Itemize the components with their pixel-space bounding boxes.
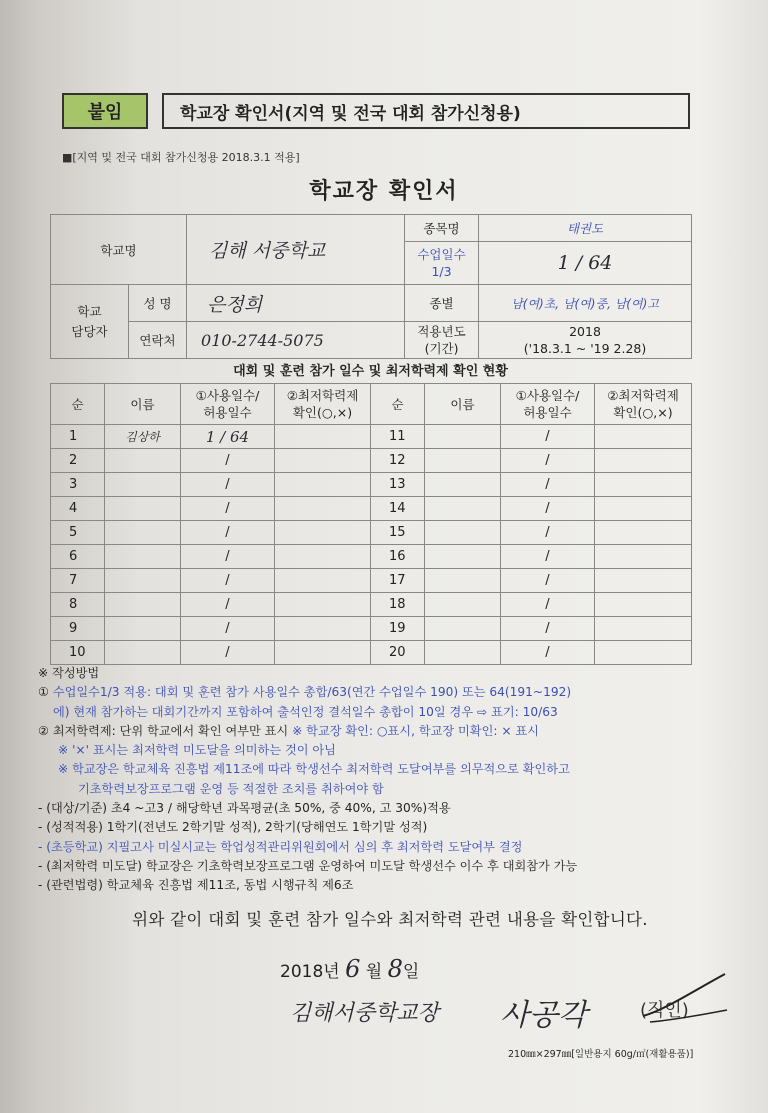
header-no-right: 순: [371, 384, 425, 425]
contact-value: 010-2744-5075: [187, 322, 405, 359]
class-days-value: 1 / 64: [479, 242, 692, 285]
row-name: [105, 641, 181, 665]
writing-instructions: [38, 664, 738, 896]
row-name-right: [425, 449, 501, 473]
row-name: [105, 473, 181, 497]
note-2-line-1: [38, 722, 738, 741]
row-min-right: [595, 449, 692, 473]
row-name-right: [425, 617, 501, 641]
row-no: 7: [51, 569, 105, 593]
row-name-right: [425, 545, 501, 569]
row-no: 8: [51, 593, 105, 617]
row-name-right: [425, 521, 501, 545]
note-2-line-3: ※ 학교장은 학교체육 진흥법 제11조에 따라 학생선수 최저학력 도달여부를 의무적으로 확인하고: [58, 762, 570, 777]
row-days-right: /: [501, 569, 595, 593]
header-min-line1: ②최저학력제: [286, 388, 359, 403]
signature-school: 김해서중학교장: [290, 1001, 439, 1026]
row-no-right: 13: [371, 473, 425, 497]
row-name: [105, 569, 181, 593]
signature-block: [290, 990, 730, 1034]
teacher-label: [51, 285, 129, 359]
row-min-right: [595, 593, 692, 617]
year-label-line2: (기간): [424, 341, 459, 356]
date-month: 6: [345, 955, 361, 983]
row-days: /: [181, 449, 275, 473]
row-days-right: /: [501, 521, 595, 545]
date-year: 2018년: [280, 962, 340, 982]
header-days-line1: ①사용일수/: [195, 388, 260, 403]
header-name: 이름: [105, 384, 181, 425]
row-days-right: /: [501, 617, 595, 641]
note-2-line-2: ※ '×' 표시는 최저학력 미도달을 의미하는 것이 아님: [58, 743, 336, 758]
class-days-label-line2: 1/3: [431, 264, 452, 279]
row-days: 1 / 64: [181, 425, 275, 449]
row-no: 1: [51, 425, 105, 449]
row-min-right: [595, 425, 692, 449]
row-no-right: 16: [371, 545, 425, 569]
row-min: [275, 473, 371, 497]
row-days: /: [181, 593, 275, 617]
attachment-tag: 붙임: [62, 93, 148, 129]
table-row: [51, 425, 692, 449]
category-value: 남(여)초, 남(여)중, 남(여)고: [479, 285, 692, 322]
row-no: 6: [51, 545, 105, 569]
row-min: [275, 593, 371, 617]
row-no-right: 11: [371, 425, 425, 449]
row-no: 10: [51, 641, 105, 665]
row-min: [275, 521, 371, 545]
table-row: [51, 545, 692, 569]
row-no-right: 12: [371, 449, 425, 473]
header-min-right-line1: ②최저학력제: [607, 388, 679, 403]
row-days-right: /: [501, 545, 595, 569]
table-row: [51, 497, 692, 521]
year-value: [479, 322, 692, 359]
table-row: [51, 617, 692, 641]
row-name: [105, 521, 181, 545]
detail-4: - (최저학력 미도달) 학교장은 기초학력보장프로그램 운영하여 미도달 학생선수 이수 후 대회참가 가능: [38, 858, 578, 873]
document-header: [62, 93, 690, 133]
note-2-mark: ②: [38, 723, 49, 738]
row-days: /: [181, 617, 275, 641]
detail-1: - (대상/기준) 초4 ~고3 / 해당학년 과목평균(초 50%, 중 40%, 고 30%)적용: [38, 801, 451, 816]
row-no-right: 19: [371, 617, 425, 641]
date-month-unit: 월: [365, 962, 383, 982]
row-name: [105, 593, 181, 617]
signature-scribble: [635, 970, 735, 1030]
header-min: [275, 384, 371, 425]
note-1-text: 수업일수1/3 적용: 대회 및 훈련 참가 사용일수 총합/63(연간 수업일수 190) 또는 64(191~192): [52, 685, 572, 700]
table-row: [51, 449, 692, 473]
row-min: [275, 425, 371, 449]
school-label: 학교명: [51, 215, 187, 285]
year-value-line1: 2018: [569, 324, 601, 339]
grid-header-row: [51, 384, 692, 425]
row-name-right: [425, 641, 501, 665]
row-min-right: [595, 569, 692, 593]
header-no: 순: [51, 384, 105, 425]
row-no-right: 15: [371, 521, 425, 545]
row-min: [275, 617, 371, 641]
header-name-right: 이름: [425, 384, 501, 425]
row-days: /: [181, 641, 275, 665]
row-name: [105, 449, 181, 473]
row-days-right: /: [501, 497, 595, 521]
header-min-right-line2: 확인(○,×): [613, 405, 673, 420]
detail-5: - (관련법령) 학교체육 진흥법 제11조, 동법 시행규칙 제6조: [38, 878, 354, 893]
table-row: [51, 473, 692, 497]
class-days-label-line1: 수업일수: [417, 247, 466, 262]
header-days: [181, 384, 275, 425]
row-name: [105, 545, 181, 569]
row-name-right: [425, 569, 501, 593]
grid-caption: 대회 및 훈련 참가 일수 및 최저학력제 확인 현황: [233, 364, 508, 379]
header-days-right: [501, 384, 595, 425]
row-days: /: [181, 473, 275, 497]
header-days-line2: 허용일수: [203, 405, 252, 420]
row-min: [275, 545, 371, 569]
date-day-unit: 일: [402, 962, 420, 982]
standard-note: ■[지역 및 전국 대회 참가신청용 2018.3.1 적용]: [62, 151, 300, 164]
row-min-right: [595, 521, 692, 545]
row-name: [105, 497, 181, 521]
row-min-right: [595, 497, 692, 521]
signing-date: [280, 955, 419, 983]
sport-label: 종목명: [405, 215, 479, 242]
row-min-right: [595, 617, 692, 641]
row-no-right: 14: [371, 497, 425, 521]
info-table: [50, 214, 692, 359]
contact-label: 연락처: [129, 322, 187, 359]
sport-value: 태권도: [479, 215, 692, 242]
document-title: 학교장 확인서: [309, 179, 459, 204]
row-no-right: 17: [371, 569, 425, 593]
header-min-right: [595, 384, 692, 425]
date-day: 8: [387, 955, 403, 983]
row-min-right: [595, 545, 692, 569]
row-days: /: [181, 497, 275, 521]
row-no: 9: [51, 617, 105, 641]
method-title: ※ 작성방법: [38, 666, 100, 680]
signature-name: 사공각: [500, 998, 587, 1033]
detail-3: - (초등학교) 지필고사 미실시교는 학업성적관리위원회에서 심의 후 최저학력 도달여부 결정: [38, 839, 523, 854]
row-min: [275, 641, 371, 665]
header-min-line2: 확인(○,×): [292, 405, 353, 420]
row-days: /: [181, 521, 275, 545]
row-no: 5: [51, 521, 105, 545]
paper-spec-note: 210㎜×297㎜[일반용지 60g/㎡(재활용품)]: [508, 1049, 694, 1060]
row-name-right: [425, 425, 501, 449]
row-days-right: /: [501, 641, 595, 665]
row-days-right: /: [501, 473, 595, 497]
row-no-right: 20: [371, 641, 425, 665]
row-name-right: [425, 593, 501, 617]
category-label: 종별: [405, 285, 479, 322]
table-row: [51, 593, 692, 617]
year-value-line2: ('18.3.1 ~ '19 2.28): [523, 341, 647, 356]
row-no: 4: [51, 497, 105, 521]
confirmation-statement: 위와 같이 대회 및 훈련 참가 일수와 최저학력 관련 내용을 확인합니다.: [132, 910, 648, 929]
row-min: [275, 569, 371, 593]
row-name: [105, 617, 181, 641]
table-row: [51, 641, 692, 665]
row-name-right: [425, 473, 501, 497]
row-days-right: /: [501, 425, 595, 449]
row-days-right: /: [501, 449, 595, 473]
participation-grid: [50, 383, 692, 665]
school-value: 김해 서중학교: [187, 215, 405, 285]
row-name-right: [425, 497, 501, 521]
row-days-right: /: [501, 593, 595, 617]
note-1-text-2a: 에) 현재 참가하는 대회기간까지 포함하여 출석인정 결석일수 총합이 10일 경우: [53, 704, 477, 719]
note-2-text-b: ※ 학교장 확인: ○표시, 학교장 미확인: × 표시: [292, 723, 539, 738]
note-2-line-4: 기초학력보장프로그램 운영 등 적절한 조치를 취하여야 함: [78, 781, 384, 796]
row-min-right: [595, 473, 692, 497]
note-1-line-2: [38, 703, 738, 722]
class-days-label: [405, 242, 479, 285]
note-1-mark: ①: [38, 685, 49, 700]
detail-2: - (성적적용) 1학기(전년도 2학기말 성적), 2학기(당해연도 1학기말 성적): [38, 820, 428, 835]
row-name: 김상하: [105, 425, 181, 449]
note-1-line-1: [38, 683, 738, 702]
year-label-line1: 적용년도: [417, 324, 466, 339]
row-min-right: [595, 641, 692, 665]
header-days-right-line2: 허용일수: [523, 405, 572, 420]
name-value: 은정희: [187, 285, 405, 322]
note-1-text-2b: ⇨ 표기: 10/63: [476, 704, 558, 719]
row-no: 2: [51, 449, 105, 473]
row-no-right: 18: [371, 593, 425, 617]
row-min: [275, 449, 371, 473]
header-days-right-line1: ①사용일수/: [515, 388, 580, 403]
table-row: [51, 569, 692, 593]
header-title: 학교장 확인서(지역 및 전국 대회 참가신청용): [162, 93, 690, 129]
teacher-label-line1: 학교: [77, 303, 102, 319]
row-no: 3: [51, 473, 105, 497]
teacher-label-line2: 담당자: [71, 323, 108, 339]
table-row: [51, 521, 692, 545]
year-label: [405, 322, 479, 359]
signature-seal: (직인): [640, 1000, 689, 1021]
name-label: 성 명: [129, 285, 187, 322]
note-2-text: 최저학력제: 단위 학교에서 확인 여부만 표시: [52, 723, 293, 738]
row-days: /: [181, 569, 275, 593]
row-days: /: [181, 545, 275, 569]
row-min: [275, 497, 371, 521]
